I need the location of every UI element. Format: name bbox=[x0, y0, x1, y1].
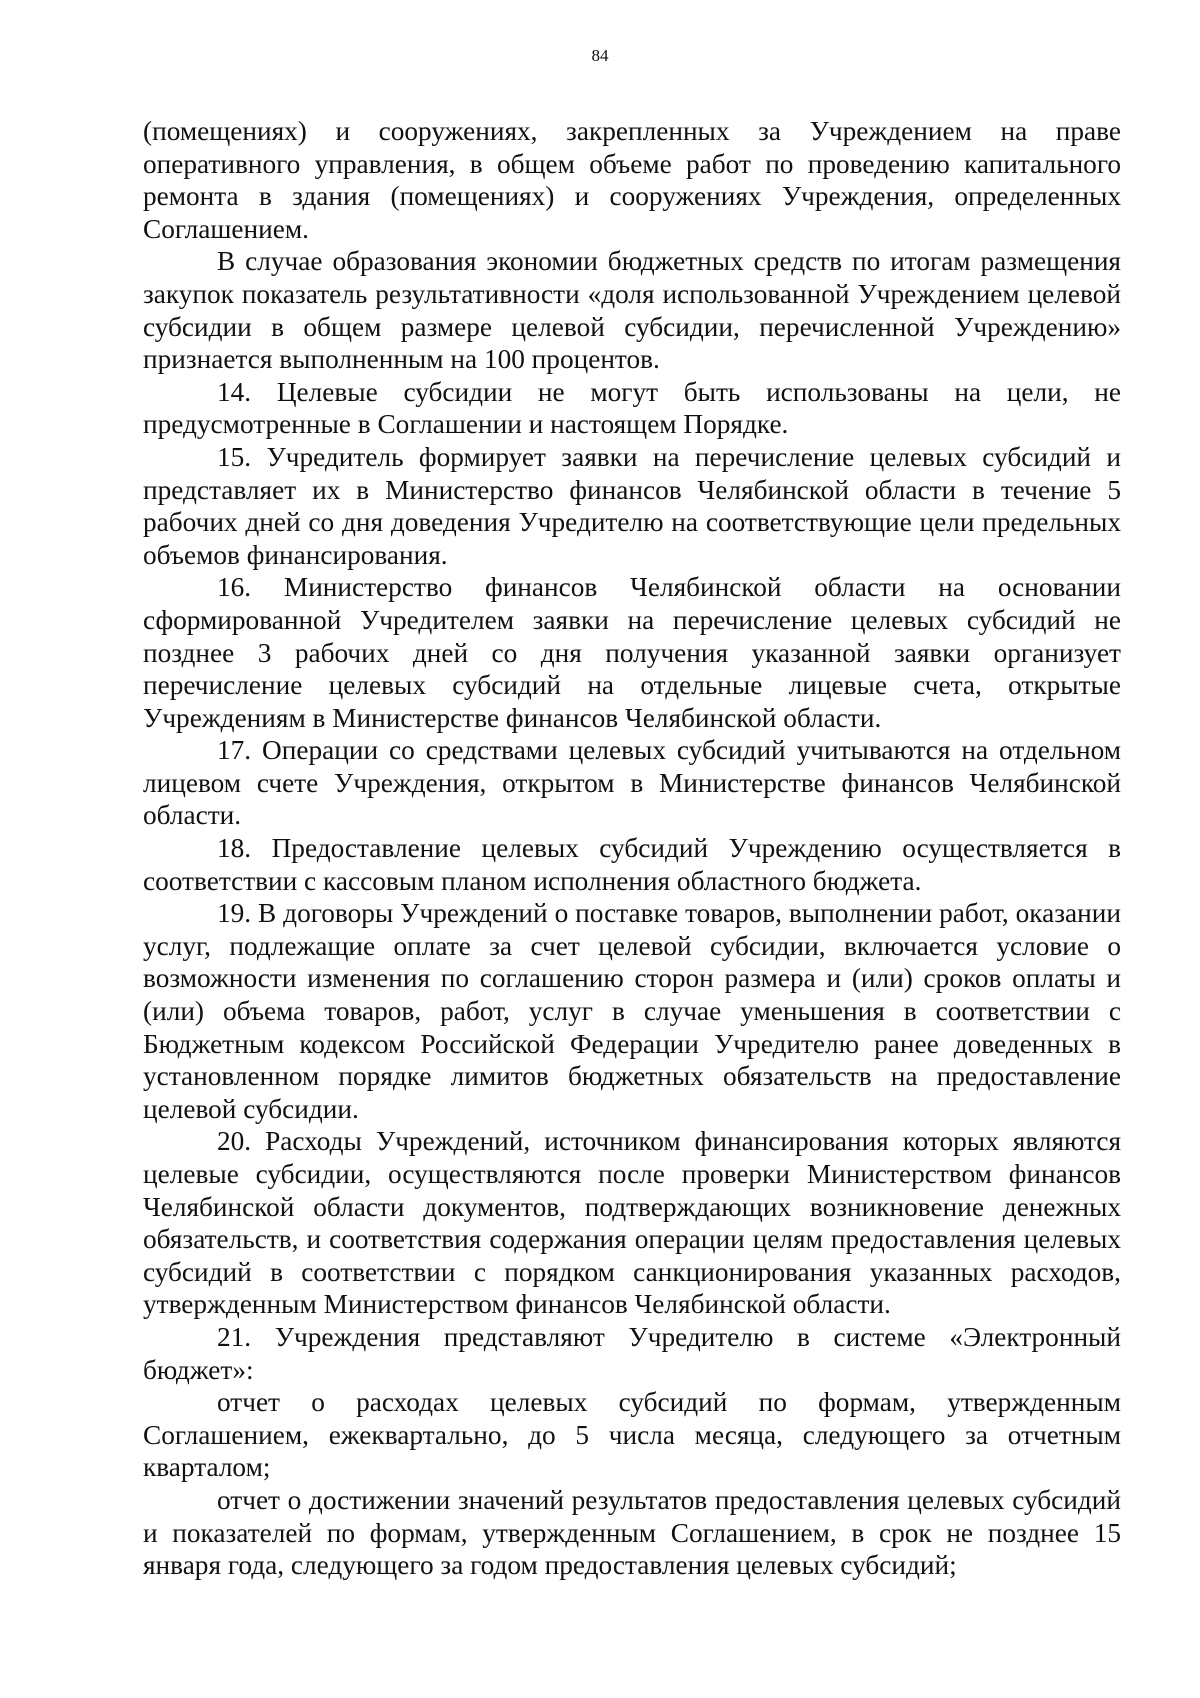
paragraph-17: 17. Операции со средствами целевых субсидий учитываются на отдельном лицевом счете Учреждения, открытом в Министерстве финансов Челябинской области. bbox=[143, 735, 1121, 831]
paragraph-15: 15. Учредитель формирует заявки на перечисление целевых субсидий и представляет их в Министерство финансов Челябинской области в течение 5 рабочих дней со дня доведения Учредителю на соответствующие цели предельных объемов финансирования. bbox=[143, 441, 1121, 570]
paragraph-18: 18. Предоставление целевых субсидий Учреждению осуществляется в соответствии с кассовым планом исполнения областного бюджета. bbox=[143, 833, 1121, 896]
document-body bbox=[143, 115, 1121, 1582]
paragraph-economy: В случае образования экономии бюджетных средств по итогам размещения закупок показатель результативности «доля использованной Учреждением целевой субсидии в общем размере целевой субсидии, перечисленной Учреждению» признается выполненным на 100 процентов. bbox=[143, 246, 1121, 375]
paragraph-19: 19. В договоры Учреждений о поставке товаров, выполнении работ, оказании услуг, подлежащие оплате за счет целевой субсидии, включается условие о возможности изменения по соглашению сторон размера и (или) сроков оплаты и (или) объема товаров, работ, услуг в случае уменьшения в соответствии с Бюджетным кодексом Российской Федерации Учредителю ранее доведенных в установленном порядке лимитов бюджетных обязательств на предоставление целевой субсидии. bbox=[143, 898, 1121, 1124]
paragraph-16: 16. Министерство финансов Челябинской области на основании сформированной Учредителем заявки на перечисление целевых субсидий не позднее 3 рабочих дней со дня получения указанной заявки организует перечисление целевых субсидий на отдельные лицевые счета, открытые Учреждениям в Министерстве финансов Челябинской области. bbox=[143, 572, 1121, 733]
paragraph-20: 20. Расходы Учреждений, источником финансирования которых являются целевые субсидии, осуществляются после проверки Министерством финансов Челябинской области документов, подтверждающих возникновение денежных обязательств, и соответствия содержания операции целям предоставления целевых субсидий в соответствии с порядком санкционирования указанных расходов, утвержденным Министерством финансов Челябинской области. bbox=[143, 1126, 1121, 1320]
paragraph-14: 14. Целевые субсидии не могут быть использованы на цели, не предусмотренные в Соглашении и настоящем Порядке. bbox=[143, 376, 1121, 440]
page-number: 84 bbox=[591, 46, 609, 65]
paragraph-continuation: (помещениях) и сооружениях, закрепленных за Учреждением на праве оперативного управления, в общем объеме работ по проведению капитального ремонта в здания (помещениях) и сооружениях Учреждения, определенных Соглашением. bbox=[143, 116, 1121, 244]
paragraph-report-results: отчет о достижении значений результатов предоставления целевых субсидий и показателей по формам, утвержденным Соглашением, в срок не позднее 15 января года, следующего за годом предоставления целевых субсидий; bbox=[143, 1484, 1121, 1581]
paragraph-21: 21. Учреждения представляют Учредителю в системе «Электронный бюджет»: bbox=[143, 1321, 1121, 1385]
paragraph-report-expenses: отчет о расходах целевых субсидий по формам, утвержденным Соглашением, ежеквартально, до 5 числа месяца, следующего за отчетным кварталом; bbox=[143, 1387, 1121, 1483]
